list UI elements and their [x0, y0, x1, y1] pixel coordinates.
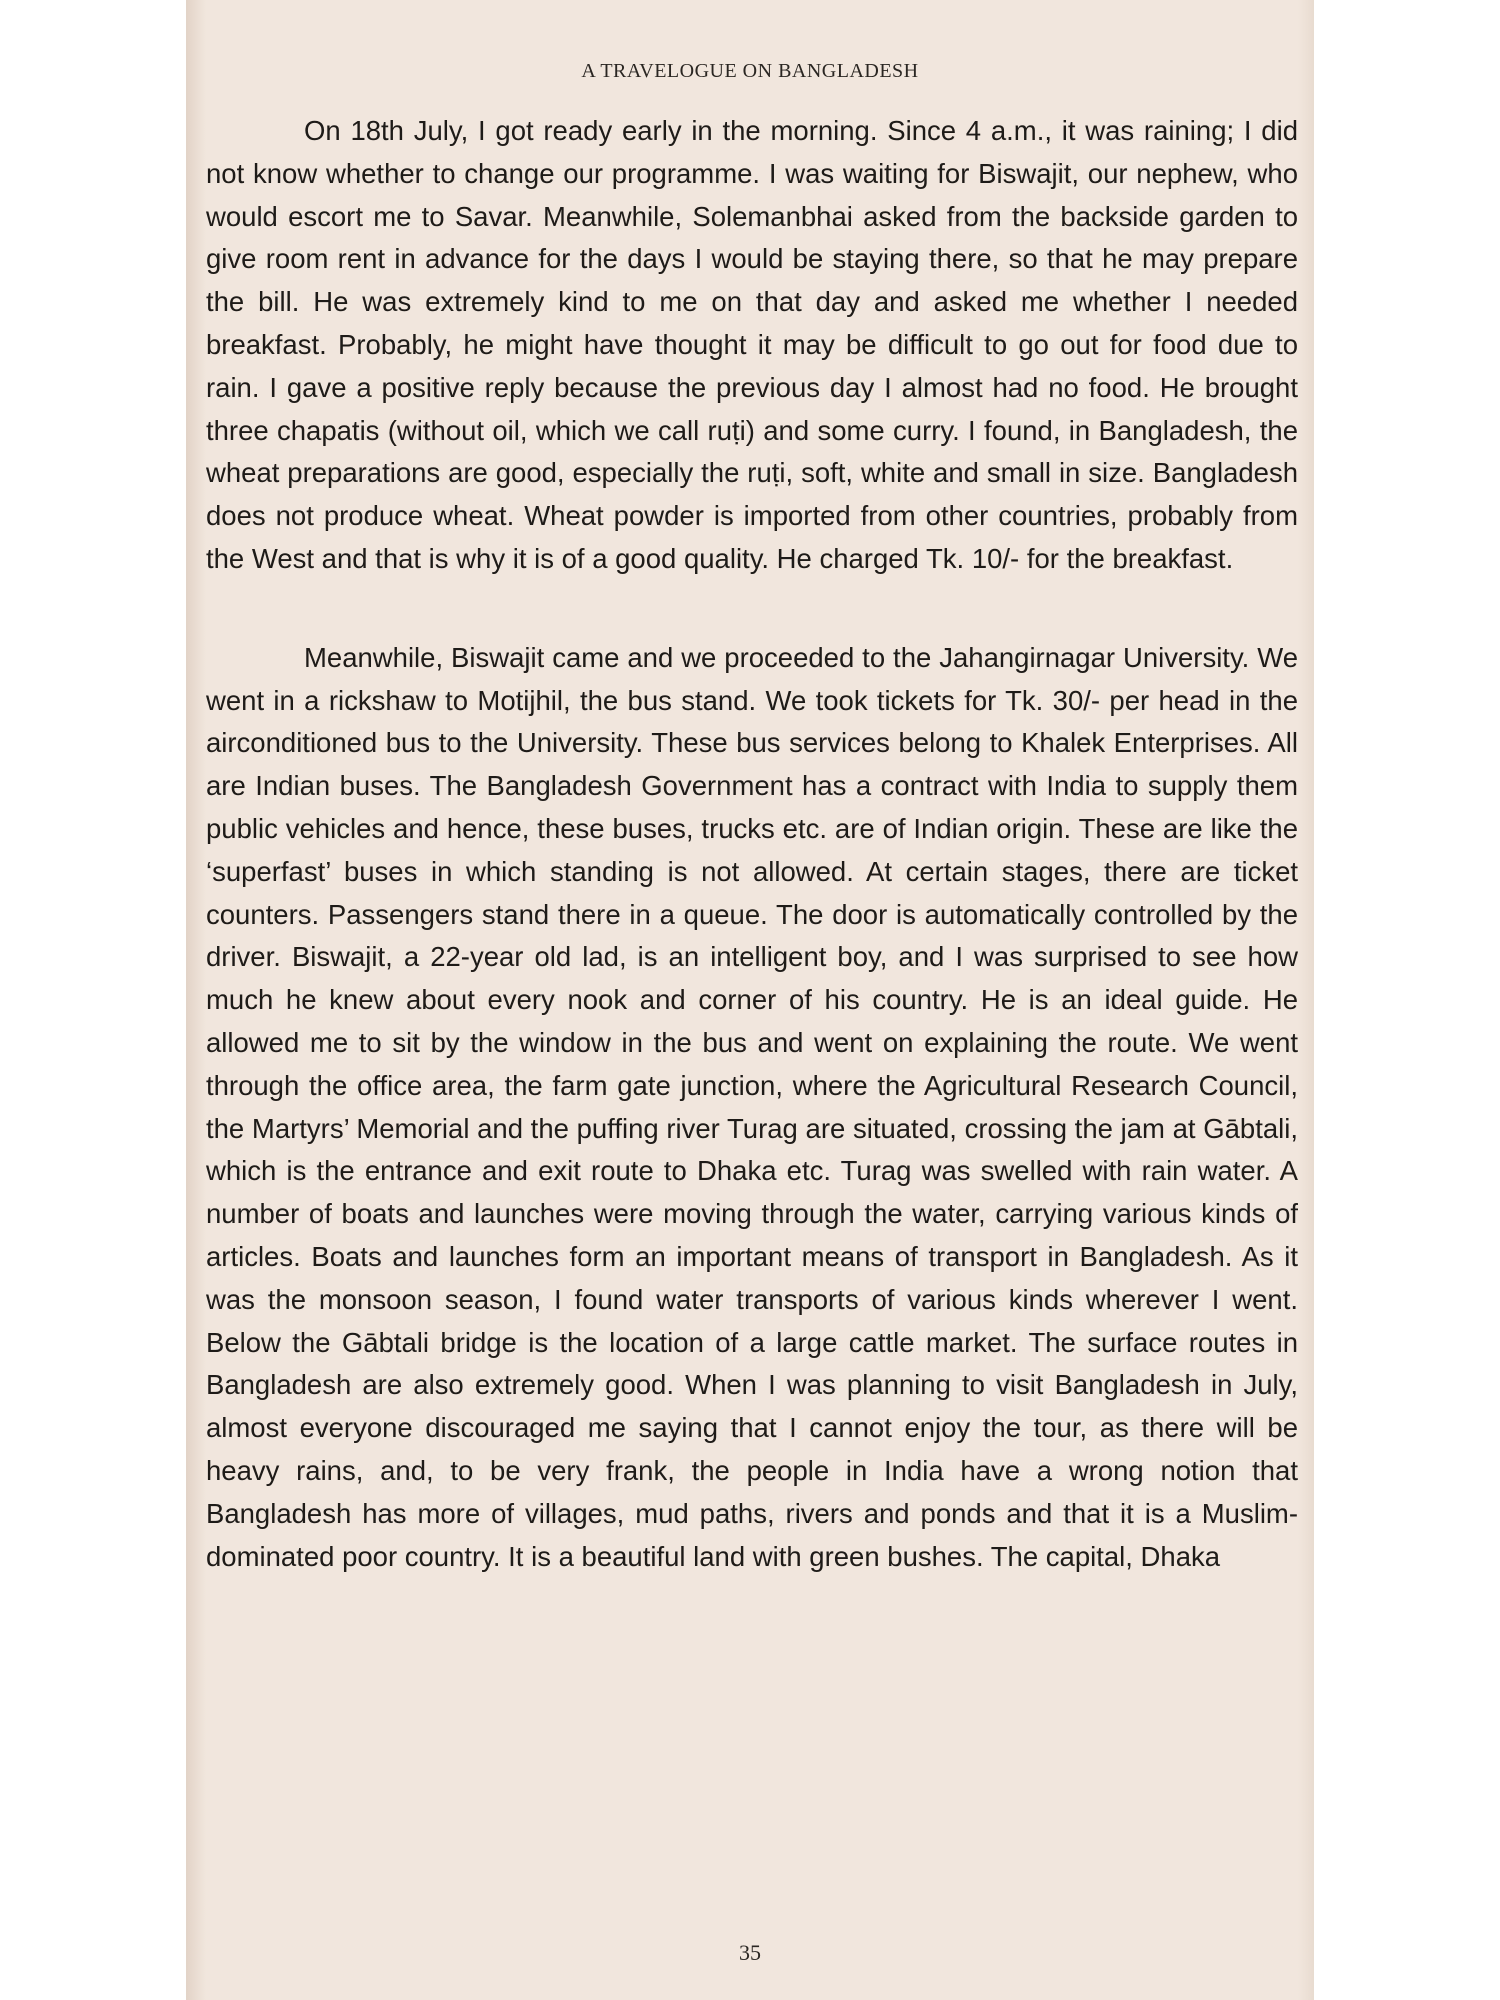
book-page: [186, 0, 1314, 2000]
running-head: A TRAVELOGUE ON BANGLADESH: [581, 60, 919, 82]
body-text: [206, 110, 1298, 1578]
page-number: 35: [739, 1940, 761, 1965]
paragraph-1: On 18th July, I got ready early in the morning. Since 4 a.m., it was raining; I did not know whether to change our programme. I was waiting for Biswajit, our nephew, who would escort me to Savar. Meanwhile, Solemanbhai asked from the backside garden to give room rent in advance for the days I would be staying there, so that he may prepare the bill. He was extremely kind to me on that day and asked me whether I needed breakfast. Probably, he might have thought it may be difficult to go out for food due to rain. I gave a positive reply because the previous day I almost had no food. He brought three chapatis (without oil, which we call ruṭi) and some curry. I found, in Bangladesh, the wheat preparations are good, especially the ruṭi, soft, white and small in size. Bangladesh does not produce wheat. Wheat powder is imported from other countries, probably from the West and that is why it is of a good quality. He charged Tk. 10/- for the breakfast.: [206, 115, 1298, 574]
paragraph-2: Meanwhile, Biswajit came and we proceeded to the Jahangirnagar University. We went in a rickshaw to Motijhil, the bus stand. We took tickets for Tk. 30/- per head in the airconditioned bus to the University. These bus services belong to Khalek Enterprises. All are Indian buses. The Bangladesh Government has a contract with India to supply them public vehicles and hence, these buses, trucks etc. are of Indian origin. These are like the ‘superfast’ buses in which standing is not allowed. At certain stages, there are ticket counters. Passengers stand there in a queue. The door is automatically controlled by the driver. Biswajit, a 22-year old lad, is an intelligent boy, and I was surprised to see how much he knew about every nook and corner of his country. He is an ideal guide. He allowed me to sit by the window in the bus and went on explaining the route. We went through the office area, the farm gate junction, where the Agricultural Research Council, the Martyrs’ Memorial and the puffing river Turag are situated, crossing the jam at Gābtali, which is the entrance and exit route to Dhaka etc. Turag was swelled with rain water. A number of boats and launches were moving through the water, carrying various kinds of articles. Boats and launches form an important means of transport in Bangladesh. As it was the monsoon season, I found water transports of various kinds wherever I went. Below the Gābtali bridge is the location of a large cattle market. The surface routes in Bangladesh are also extremely good. When I was planning to visit Bangladesh in July, almost everyone discouraged me saying that I cannot enjoy the tour, as there will be heavy rains, and, to be very frank, the people in India have a wrong notion that Bangladesh has more of villages, mud paths, rivers and ponds and that it is a Muslim-dominated poor country. It is a beautiful land with green bushes. The capital, Dhaka: [206, 641, 1298, 1572]
